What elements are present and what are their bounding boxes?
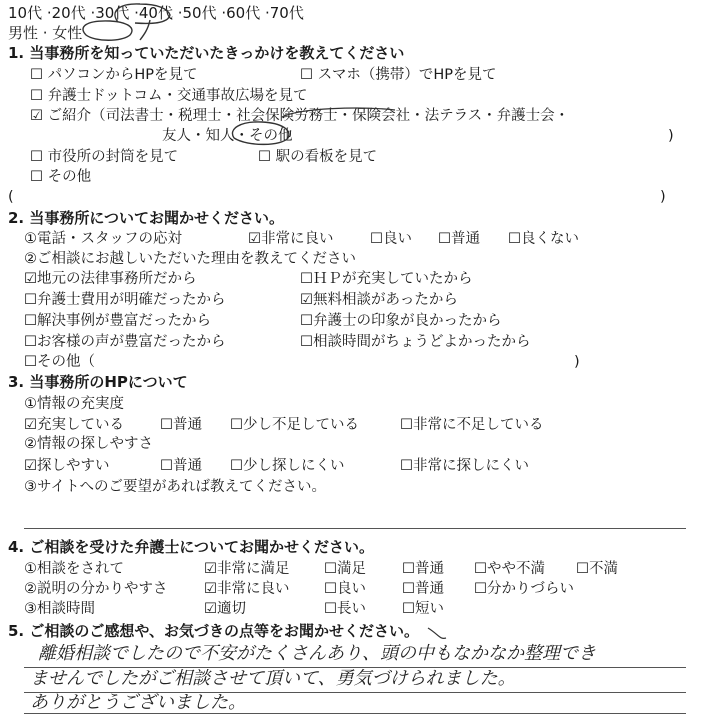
q4-duration-label: ③相談時間 [24, 601, 95, 617]
q4-clarity-good[interactable]: ☐良い [324, 581, 366, 597]
q4-satisfaction-satisfied[interactable]: ☐満足 [324, 561, 366, 577]
q1-option-station-sign[interactable]: ☐ 駅の看板を見て [258, 149, 378, 165]
q2-reason-other[interactable]: ☐その他（ [24, 354, 95, 370]
q4-satisfaction-label: ①相談をされて [24, 561, 124, 577]
q3-content-very-lacking[interactable]: ☐非常に不足している [400, 417, 544, 433]
q5-handwritten-line-1: 離婚相談でしたので不安がたくさんあり、頭の中もなかなか整理でき [38, 643, 596, 664]
q4-satisfaction-very-satisfied[interactable]: ☑非常に満足 [204, 561, 290, 577]
q3-site-request-label: ③サイトへのご要望があれば教えてください。 [24, 479, 326, 495]
q4-title: 4. ご相談を受けた弁護士についてお聞かせください。 [8, 538, 375, 556]
female-circle-mark [83, 21, 132, 40]
q1-referral-close-paren: ) [668, 128, 674, 144]
q2-phone-average[interactable]: ☐普通 [438, 231, 480, 247]
q4-satisfaction-somewhat-dissatisfied[interactable]: ☐やや不満 [474, 561, 545, 577]
q1-other-open-paren: ( [8, 189, 14, 205]
q1-option-city-envelope[interactable]: ☐ 市役所の封筒を見て [30, 149, 179, 165]
q4-duration-short[interactable]: ☐短い [402, 601, 444, 617]
q3-content-slightly-lacking[interactable]: ☐少し不足している [230, 417, 359, 433]
q3-answer-line[interactable] [24, 528, 686, 529]
q2-reason-case-examples[interactable]: ☐解決事例が豊富だったから [24, 313, 211, 329]
q4-clarity-average[interactable]: ☐普通 [402, 581, 444, 597]
q3-findability-average[interactable]: ☐普通 [160, 458, 202, 474]
q4-satisfaction-average[interactable]: ☐普通 [402, 561, 444, 577]
q1-title: 1. 当事務所を知っていただいたきっかけを教えてください [8, 44, 405, 62]
q5-answer-line-3[interactable] [24, 713, 686, 714]
gender-options[interactable]: 男性 · 女性 [8, 24, 83, 42]
q2-reason-local-firm[interactable]: ☑地元の法律事務所だから [24, 271, 197, 287]
q1-option-bengoshi-dotcom[interactable]: ☐ 弁護士ドットコム・交通事故広場を見て [30, 88, 308, 104]
q2-reason-customer-voices[interactable]: ☐お客様の声が豊富だったから [24, 334, 226, 350]
q2-reason-free-consultation[interactable]: ☑無料相談があったから [300, 292, 458, 308]
q2-phone-staff-label: ①電話・スタッフの応対 [24, 231, 182, 247]
q5-handwritten-line-2: ませんでしたがご相談させて頂いて、勇気づけられました。 [30, 668, 516, 689]
q5-title: 5. ご相談のご感想や、お気づきの点等をお聞かせください。 [8, 622, 420, 640]
q3-content-full[interactable]: ☑充実している [24, 417, 124, 433]
q3-content-label: ①情報の充実度 [24, 396, 124, 412]
q3-findability-very-hard[interactable]: ☐非常に探しにくい [400, 458, 529, 474]
q2-reason-other-close-paren: ) [574, 354, 580, 370]
q2-reason-label: ②ご相談にお越しいただいた理由を教えてください [24, 251, 356, 267]
q4-clarity-label: ②説明の分かりやすさ [24, 581, 168, 597]
q4-duration-appropriate[interactable]: ☑適切 [204, 601, 246, 617]
q4-clarity-very-good[interactable]: ☑非常に良い [204, 581, 290, 597]
q2-phone-good[interactable]: ☐良い [370, 231, 412, 247]
q1-option-smartphone-hp[interactable]: ☐ スマホ（携帯）でHPを見て [300, 67, 497, 83]
q2-reason-lawyer-impression[interactable]: ☐弁護士の印象が良かったから [300, 313, 502, 329]
q2-reason-hp-rich[interactable]: ☐ＨＰが充実していたから [300, 271, 473, 287]
q3-title: 3. 当事務所のHPについて [8, 373, 188, 391]
q3-findability-easy[interactable]: ☑探しやすい [24, 458, 110, 474]
q1-other-close-paren: ) [660, 189, 666, 205]
q2-phone-not-good[interactable]: ☐良くない [508, 231, 579, 247]
q3-findability-slightly-hard[interactable]: ☐少し探しにくい [230, 458, 345, 474]
q5-handwritten-line-3: ありがとうございました。 [30, 692, 246, 713]
q3-findability-label: ②情報の探しやすさ [24, 436, 153, 452]
q5-bracket-mark [428, 628, 446, 638]
q1-option-referral[interactable]: ☑ ご紹介（司法書士・税理士・社会保険労務士・保険会社・法テラス・弁護士会・ [30, 108, 570, 124]
q4-duration-long[interactable]: ☐長い [324, 601, 366, 617]
q2-phone-very-good[interactable]: ☑非常に良い [248, 231, 334, 247]
q1-referral-continued: 友人・知人・その他 [162, 128, 293, 144]
age-options[interactable]: 10代 ·20代 ·30代 ·40代 ·50代 ·60代 ·70代 [8, 4, 304, 22]
q2-reason-clear-fees[interactable]: ☐弁護士費用が明確だったから [24, 292, 226, 308]
q1-option-pc-hp[interactable]: ☐ パソコンからHPを見て [30, 67, 198, 83]
q2-reason-consultation-hours[interactable]: ☐相談時間がちょうどよかったから [300, 334, 531, 350]
q4-satisfaction-dissatisfied[interactable]: ☐不満 [576, 561, 618, 577]
q3-content-average[interactable]: ☐普通 [160, 417, 202, 433]
q2-title: 2. 当事務所についてお聞かせください。 [8, 209, 285, 227]
q4-clarity-hard[interactable]: ☐分かりづらい [474, 581, 574, 597]
q1-option-other[interactable]: ☐ その他 [30, 169, 92, 185]
